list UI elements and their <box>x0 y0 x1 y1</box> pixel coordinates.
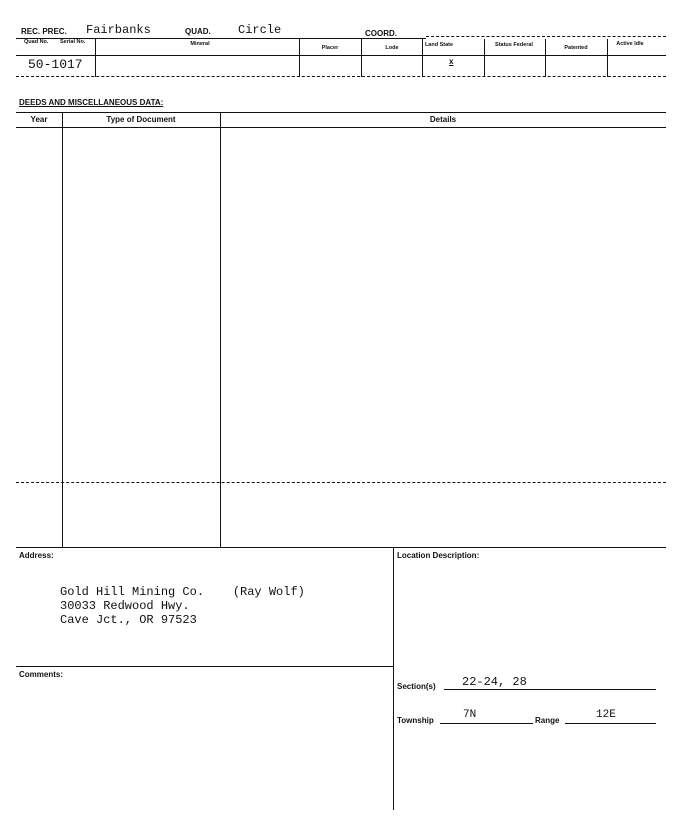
section-value: 22-24, 28 <box>462 675 527 689</box>
section-underline <box>444 689 656 690</box>
divider-mineral <box>299 39 300 77</box>
divider-patented <box>607 39 608 77</box>
address-location-divider <box>393 547 394 810</box>
address-line-3: Cave Jct., OR 97523 <box>60 613 197 627</box>
address-block <box>60 585 305 627</box>
col-patented: Patented <box>564 45 588 51</box>
township-value: 7N <box>463 709 477 721</box>
col-details: Details <box>429 115 457 124</box>
divider-land-state <box>484 39 485 77</box>
deeds-heading: DEEDS AND MISCELLANEOUS DATA: <box>19 98 164 107</box>
col-quad-no: Quad No. <box>24 39 49 45</box>
col-placer: Placer <box>321 45 339 51</box>
range-underline <box>565 723 656 724</box>
col-serial-no: Serial No. <box>60 39 86 45</box>
comments-top-rule <box>16 666 393 667</box>
col-land-state: Land State <box>424 42 454 48</box>
comments-label: Comments: <box>19 670 64 679</box>
rec-prec-label: REC. PREC. <box>21 27 67 36</box>
deeds-bottom-rule <box>16 547 666 548</box>
divider-lode <box>422 39 423 77</box>
township-underline <box>440 723 533 724</box>
township-label: Township <box>397 716 434 725</box>
col-head-rule <box>16 55 666 56</box>
col-active-idle: Active Idle <box>616 41 644 47</box>
header-rule-dashed <box>426 36 666 37</box>
address-label: Address: <box>19 551 54 560</box>
col-year: Year <box>30 115 48 124</box>
quad-label: QUAD. <box>185 27 211 36</box>
record-row-rule <box>16 76 666 77</box>
quad-serial-value: 50-1017 <box>28 57 83 72</box>
col-lode: Lode <box>385 45 399 51</box>
deeds-dashed-separator <box>16 482 666 483</box>
address-line-1: Gold Hill Mining Co. (Ray Wolf) <box>60 585 305 599</box>
location-description-label: Location Description: <box>397 551 480 560</box>
coord-label: COORD. <box>365 29 397 38</box>
deeds-head-rule <box>16 127 666 128</box>
land-state-mark: x <box>449 57 454 66</box>
range-label: Range <box>535 716 560 725</box>
col-mineral: Mineral <box>190 41 210 47</box>
address-line-2: 30033 Redwood Hwy. <box>60 599 190 613</box>
divider-quad <box>95 39 96 77</box>
divider-federal <box>545 39 546 77</box>
section-label: Section(s) <box>397 682 436 691</box>
col-status-federal: Status Federal <box>495 42 533 48</box>
col-type-of-document: Type of Document <box>106 115 176 124</box>
deeds-top-rule <box>16 112 666 113</box>
range-value: 12E <box>596 709 616 721</box>
divider-placer <box>361 39 362 77</box>
rec-prec-value: Fairbanks <box>86 23 151 37</box>
quad-value: Circle <box>238 23 282 37</box>
